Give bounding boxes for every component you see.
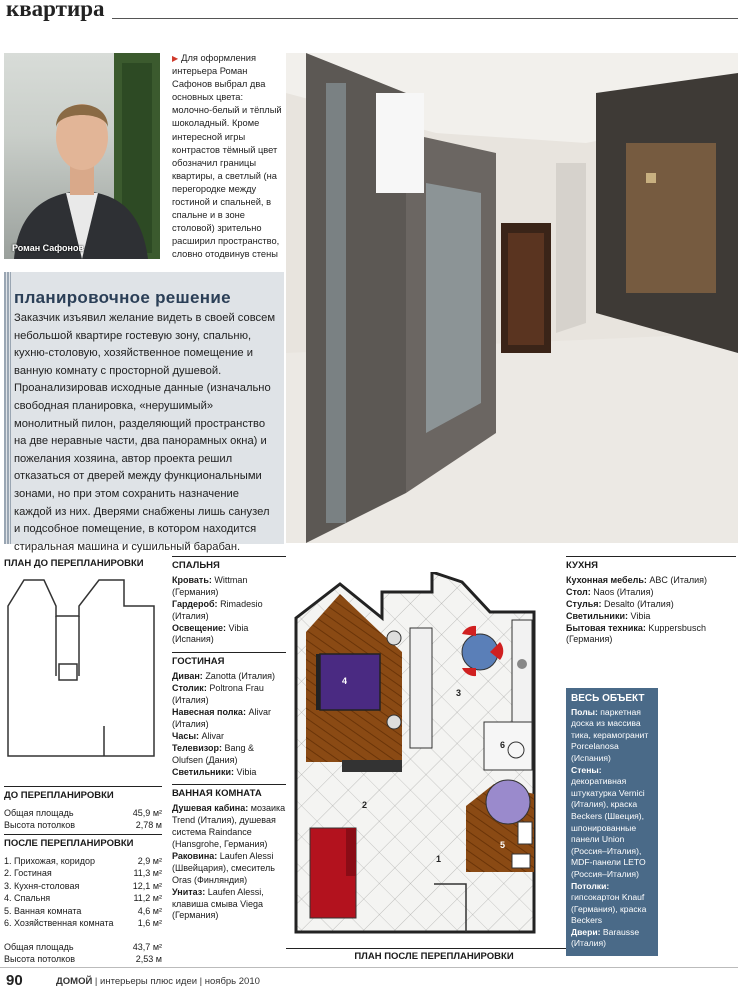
room-row [4, 855, 162, 868]
bath-title: ВАННАЯ КОМНАТА [172, 784, 286, 800]
portrait-photo [4, 53, 160, 259]
plan-before-drawing [4, 576, 164, 766]
spec-value: Zanotta (Италия) [205, 671, 275, 682]
room-value: 2,9 м² [137, 855, 162, 866]
spec-value: Poltrona Frau (Италия) [172, 683, 264, 706]
room-value: 1,6 м² [137, 918, 162, 928]
spec-value: Vibia (Испания) [172, 622, 249, 645]
spec-value: Laufen Alessi (Швейцария), смеситель Oras (Финляндия) [172, 850, 275, 885]
rubric-rule [112, 18, 738, 19]
room-row [4, 867, 162, 880]
total-value: 43,7 м² [132, 941, 162, 952]
spec-value: Alivar (Италия) [172, 706, 271, 729]
stat-row [4, 819, 162, 832]
spec-key: Стулья: [566, 598, 602, 609]
spec-key: Потолки: [571, 880, 610, 891]
rooms-specs [172, 556, 286, 922]
room-label: 1. Прихожая, коридор [4, 855, 96, 866]
spec-value: мозаика Trend (Италия), душевая система Raindance (Hansgrohe, Германия) [172, 803, 286, 850]
spec-item [172, 599, 286, 623]
spec-value: паркетная доска из массива тика, керамогранит Porcelanosa (Испания) [571, 706, 649, 763]
spec-key: Столик: [172, 683, 207, 694]
room-value: 11,2 м² [133, 893, 162, 903]
living-title: ГОСТИНАЯ [172, 652, 286, 668]
room-value: 11,3 м² [133, 868, 162, 878]
stats-after [4, 834, 162, 966]
spec-key: Стол: [566, 586, 591, 597]
spec-key: Светильники: [566, 610, 628, 621]
plan-label-1: 1 [436, 854, 442, 864]
spec-key: Диван: [172, 671, 203, 682]
spec-value: Desalto (Италия) [604, 598, 674, 609]
spec-key: Унитаз: [172, 886, 206, 897]
spec-item [566, 575, 736, 587]
spec-item [172, 887, 286, 923]
stat-row [4, 807, 162, 820]
spec-key: Гардероб: [172, 598, 218, 609]
room-value: 12,1 м² [132, 880, 162, 891]
spec-value: Wittman (Германия) [172, 574, 248, 597]
spec-value: Rimadesio (Италия) [172, 598, 263, 621]
spec-item [571, 765, 653, 881]
spec-item [566, 599, 736, 611]
intro-text-block [172, 52, 282, 262]
plan-label-3: 3 [456, 688, 462, 698]
room-value: 4,6 м² [137, 905, 162, 916]
spec-item [172, 683, 286, 707]
stat-value: 45,9 м² [132, 807, 162, 818]
stat-label: Общая площадь [4, 807, 74, 818]
whole-object-box [566, 688, 658, 956]
kitchen-title: КУХНЯ [566, 556, 736, 572]
interior-photo [286, 53, 738, 543]
section-body: Заказчик изъявил желание видеть в своей совсем небольшой квартире гостевую зону, спальню, кухню-столовую, хозяйственное помещение и ванную комнату с просторной душевой. Проанализировав исходные данные (изначально свободная планировка, «нерушимый» монолитный пилон, разделяющий пространство на две неравные части, два панорамных окна) и пожелания хозяина, автор проекта решил отказаться от дверей между функциональными зонами, но при этом сохранить назначение каждой из них. Дверями снабжены лишь санузел и подсобное помещение, в котором находится стиральная машина и сушильный барабан. [14, 312, 276, 553]
spec-key: Навесная полка: [172, 706, 246, 717]
kitchen-specs [566, 556, 736, 646]
spec-key: Душевая кабина: [172, 803, 249, 814]
plan-label-4: 4 [342, 676, 348, 686]
footer-issue: | интерьеры плюс идеи | ноябрь 2010 [92, 976, 260, 987]
spec-item [172, 803, 286, 851]
spec-item [172, 707, 286, 731]
spec-value: ABC (Италия) [649, 574, 708, 585]
section-stripe-decoration [4, 272, 11, 544]
rubric-title: квартира [6, 0, 105, 21]
portrait-caption: Роман Сафонов [12, 243, 84, 253]
total-row [4, 953, 162, 966]
footer-text [56, 976, 260, 987]
footer-rule [0, 967, 738, 968]
room-row [4, 892, 162, 905]
spec-item [172, 731, 286, 743]
spec-key: Полы: [571, 706, 598, 717]
spec-key: Часы: [172, 730, 200, 741]
spec-key: Раковина: [172, 850, 218, 861]
room-label: 3. Кухня-столовая [4, 880, 80, 891]
portrait-illustration [4, 53, 160, 259]
spec-key: Светильники: [172, 766, 234, 777]
spec-value: Laufen Alessi, клавиша смыва Viega (Германия) [172, 886, 264, 921]
total-label: Общая площадь [4, 941, 74, 952]
stats-before [4, 786, 162, 832]
room-label: 4. Спальня [4, 893, 51, 903]
spec-value: Kuppersbusch (Германия) [566, 622, 706, 645]
spec-item [571, 881, 653, 927]
room-row [4, 905, 162, 918]
intro-text: Для оформления интерьера Роман Сафонов выбрал два основных цвета: молочно-белый и тёплый шоколадный. Кроме интересной игры контрастов тёмный цвет обозначил границы квартиры, а светлый (на перегородке между гостиной и спальней, в спальне и в зоне столовой) зрительно расширил пространство, словно отодвинув стены [172, 53, 282, 260]
spec-key: Кровать: [172, 574, 212, 585]
spec-value: Bang & Olufsen (Дания) [172, 742, 255, 765]
spec-item [172, 575, 286, 599]
plan-before-title: ПЛАН ДО ПЕРЕПЛАНИРОВКИ [4, 558, 144, 569]
spec-item [571, 927, 653, 950]
spec-key: Телевизор: [172, 742, 222, 753]
spec-item [172, 743, 286, 767]
room-label: 2. Гостиная [4, 868, 52, 878]
spec-item [172, 767, 286, 779]
spec-value: декоративная штукатурка Vernici (Италия), краска Beckers (Швеция), шпонированные панели Union (Россия–Италия), MDF-панели LETO (Россия–Италия) [571, 776, 646, 879]
room-row [4, 880, 162, 893]
spec-item [566, 587, 736, 599]
bullet-arrow-icon: ▶ [172, 54, 179, 63]
spec-item [172, 671, 286, 683]
footer-brand: ДОМОЙ [56, 976, 93, 987]
section-heading: планировочное решение [14, 288, 231, 307]
spec-key: Бытовая техника: [566, 622, 646, 633]
spec-key: Двери: [571, 926, 601, 937]
stats-before-title: ДО ПЕРЕПЛАНИРОВКИ [4, 786, 162, 803]
plan-after-drawing [286, 572, 582, 944]
total-value: 2,53 м [135, 954, 162, 964]
spec-value: Vibia [236, 766, 257, 777]
spec-item [571, 707, 653, 765]
stat-value: 2,78 м [135, 820, 162, 830]
spec-key: Кухонная мебель: [566, 574, 647, 585]
page-number: 90 [6, 972, 23, 989]
interior-illustration [286, 53, 738, 543]
spec-item [566, 611, 736, 623]
spec-value: Naos (Италия) [593, 586, 654, 597]
spec-item [172, 623, 286, 647]
spec-value: Vibia [630, 610, 651, 621]
spec-value: Barausse (Италия) [571, 926, 640, 949]
object-title: ВЕСЬ ОБЪЕКТ [571, 693, 645, 704]
stat-label: Высота потолков [4, 820, 75, 830]
total-row [4, 941, 162, 954]
spec-item [566, 623, 736, 647]
total-label: Высота потолков [4, 954, 75, 964]
stats-after-title: ПОСЛЕ ПЕРЕПЛАНИРОВКИ [4, 834, 162, 851]
spec-value: Alivar [201, 730, 225, 741]
spec-key: Стены: [571, 764, 602, 775]
spec-value: гипсокартон Knauf (Германия), краска Beckers [571, 892, 647, 926]
room-row [4, 917, 162, 930]
bedroom-title: СПАЛЬНЯ [172, 556, 286, 572]
spec-item [172, 851, 286, 887]
room-label: 6. Хозяйственная комната [4, 918, 114, 928]
plan-label-5: 5 [500, 840, 506, 850]
plan-label-6: 6 [500, 740, 506, 750]
plan-label-2: 2 [362, 800, 368, 810]
plan-after-title: ПЛАН ПОСЛЕ ПЕРЕПЛАНИРОВКИ [286, 948, 582, 962]
room-label: 5. Ванная комната [4, 905, 82, 916]
spec-key: Освещение: [172, 622, 226, 633]
